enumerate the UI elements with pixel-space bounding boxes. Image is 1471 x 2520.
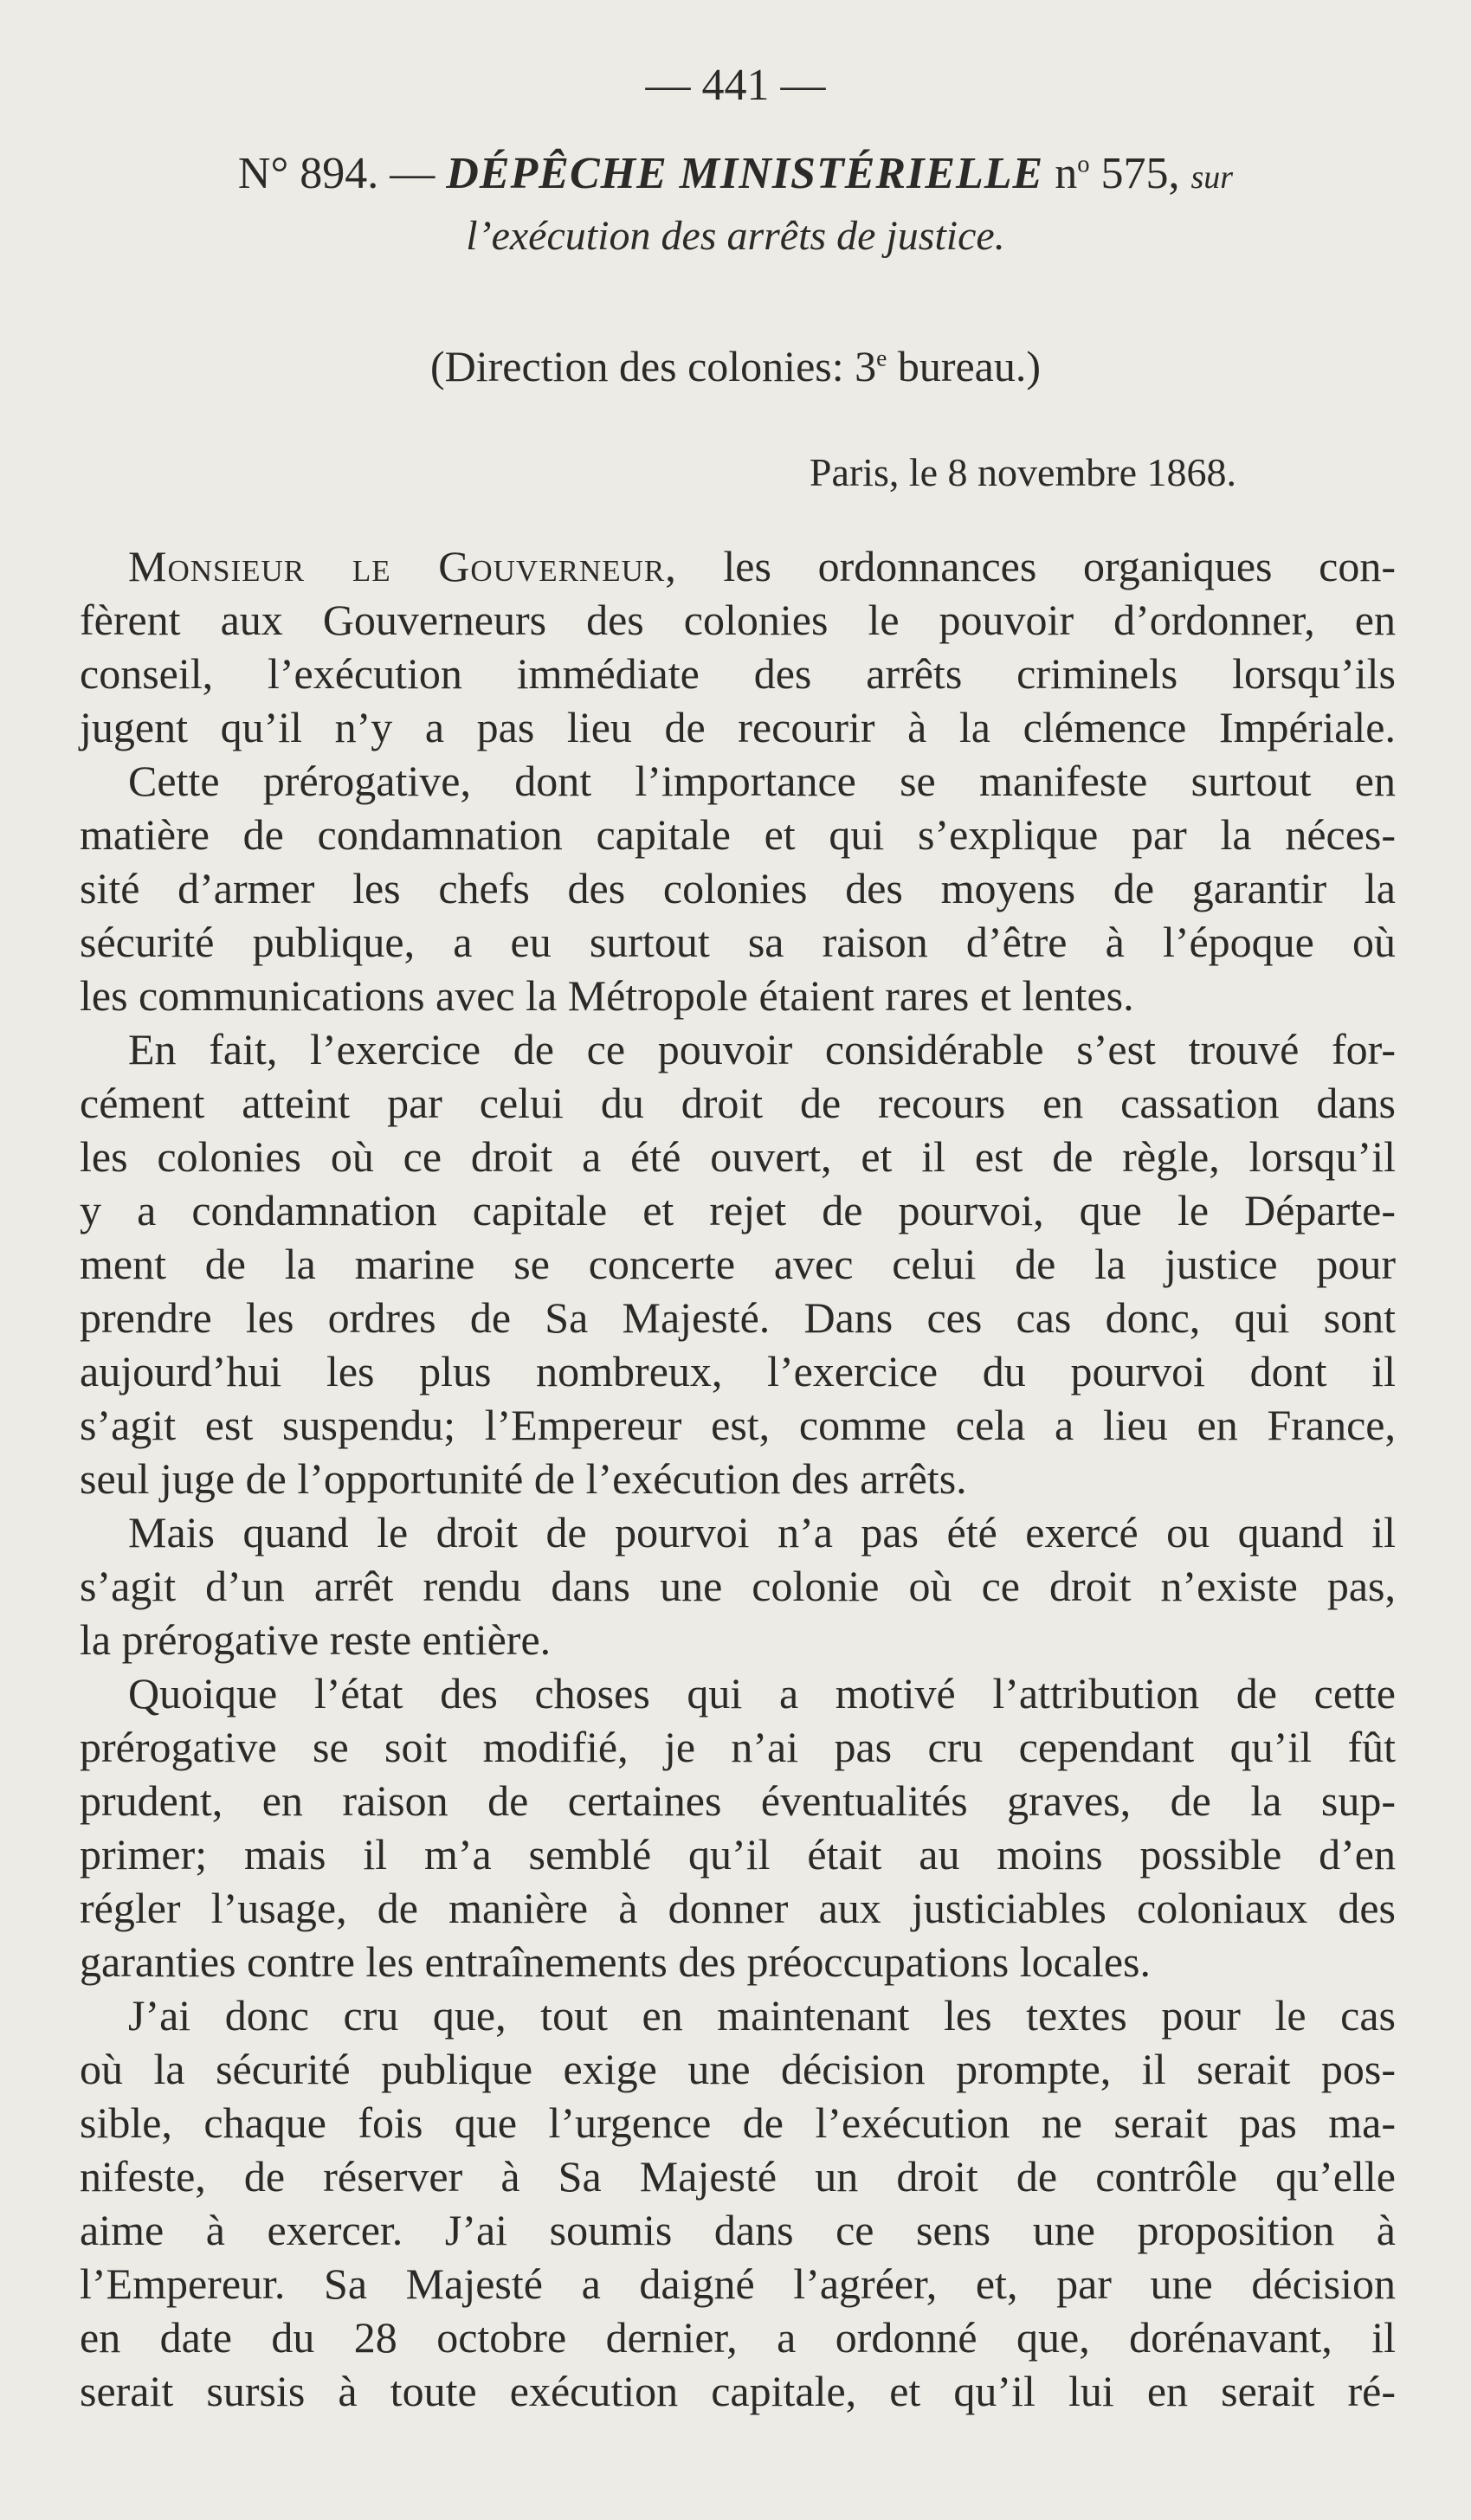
body-line: aime à exercer. J’ai soumis dans ce sens une proposition à: [80, 2206, 1396, 2254]
body-line-text: les ordonnances organiques con-: [676, 542, 1396, 590]
document-title: DÉPÊCHE MINISTÉRIELLE: [446, 149, 1044, 198]
body-line: l’Empereur. Sa Majesté a daigné l’agréer, et, par une décision: [80, 2259, 1396, 2308]
body-line: Quoique l’état des choses qui a motivé l’attribution de cette: [128, 1669, 1396, 1718]
body-line: s’agit est suspendu; l’Empereur est, comme cela a lieu en France,: [80, 1401, 1396, 1449]
body-line: sible, chaque fois que l’urgence de l’exécution ne serait pas ma-: [80, 2098, 1396, 2147]
body-line: nifeste, de réserver à Sa Majesté un droit de contrôle qu’elle: [80, 2152, 1396, 2201]
body-line: ment de la marine se concerte avec celui de la justice pour: [80, 1240, 1396, 1288]
body-line: où la sécurité publique exige une décision prompte, il serait pos-: [80, 2045, 1396, 2093]
page-number: — 441 —: [645, 61, 826, 110]
body-line: En fait, l’exercice de ce pouvoir considérable s’est trouvé for-: [128, 1025, 1396, 1073]
body-line: fèrent aux Gouverneurs des colonies le pouvoir d’ordonner, en: [80, 596, 1396, 644]
body-line: les colonies où ce droit a été ouvert, et il est de règle, lorsqu’il: [80, 1132, 1396, 1181]
body-line: serait sursis à toute exécution capitale, et qu’il lui en serait ré-: [80, 2367, 1396, 2415]
body-line: sité d’armer les chefs des colonies des moyens de garantir la: [80, 864, 1396, 912]
body-line: prendre les ordres de Sa Majesté. Dans ces cas donc, qui sont: [80, 1293, 1396, 1342]
body-line: conseil, l’exécution immédiate des arrêts criminels lorsqu’ils: [80, 649, 1396, 698]
body-line: garanties contre les entraînements des préoccupations locales.: [80, 1937, 1152, 1986]
document-heading: [0, 147, 1471, 204]
body-line: [128, 539, 1396, 593]
direction-sup: e: [876, 344, 887, 371]
salutation: Monsieur le Gouverneur,: [128, 542, 677, 590]
body-line: seul juge de l’opportunité de l’exécution des arrêts.: [80, 1454, 967, 1503]
body-line: s’agit d’un arrêt rendu dans une colonie où ce droit n’existe pas,: [80, 1562, 1396, 1610]
body-line: la prérogative reste entière.: [80, 1615, 552, 1664]
body-line: y a condamnation capitale et rejet de pourvoi, que le Départe-: [80, 1186, 1396, 1234]
body-line: jugent qu’il n’y a pas lieu de recourir à la clémence Impériale.: [80, 703, 1396, 751]
direction-end: bureau.): [887, 342, 1042, 390]
body-line: régler l’usage, de manière à donner aux justiciables coloniaux des: [80, 1884, 1396, 1932]
document-number: N° 894.: [237, 149, 379, 198]
body-line: prérogative se soit modifié, je n’ai pas cru cependant qu’il fût: [80, 1723, 1396, 1771]
ref-number: 575,: [1089, 149, 1191, 198]
body-line: prudent, en raison de certaines éventualités graves, de la sup-: [80, 1776, 1396, 1825]
body-line: J’ai donc cru que, tout en maintenant les textes pour le cas: [128, 1991, 1396, 2040]
direction-text: (Direction des colonies: 3: [429, 342, 877, 390]
body-line: Mais quand le droit de pourvoi n’a pas été exercé ou quand il: [128, 1508, 1396, 1556]
heading-dash: —: [378, 149, 447, 198]
document-subtitle: l’exécution des arrêts de justice.: [466, 213, 1005, 259]
body-line: les communications avec la Métropole étaient rares et lentes.: [80, 971, 1134, 1020]
dateline: Paris, le 8 novembre 1868.: [809, 450, 1236, 494]
body-line: en date du 28 octobre dernier, a ordonné que, dorénavant, il: [80, 2313, 1396, 2362]
heading-sur: sur: [1190, 159, 1234, 196]
body-line: cément atteint par celui du droit de recours en cassation dans: [80, 1079, 1396, 1127]
body-line: aujourd’hui les plus nombreux, l’exercice du pourvoi dont il: [80, 1347, 1396, 1395]
ref-prefix: n: [1043, 149, 1078, 198]
direction-line: [0, 339, 1471, 393]
body-line: primer; mais il m’a semblé qu’il était au moins possible d’en: [80, 1830, 1396, 1879]
body-line: Cette prérogative, dont l’importance se manifeste surtout en: [128, 757, 1396, 805]
body-line: matière de condamnation capitale et qui s’explique par la néces-: [80, 810, 1396, 859]
ref-sup: o: [1077, 151, 1090, 178]
body-line: sécurité publique, a eu surtout sa raison d’être à l’époque où: [80, 918, 1396, 966]
